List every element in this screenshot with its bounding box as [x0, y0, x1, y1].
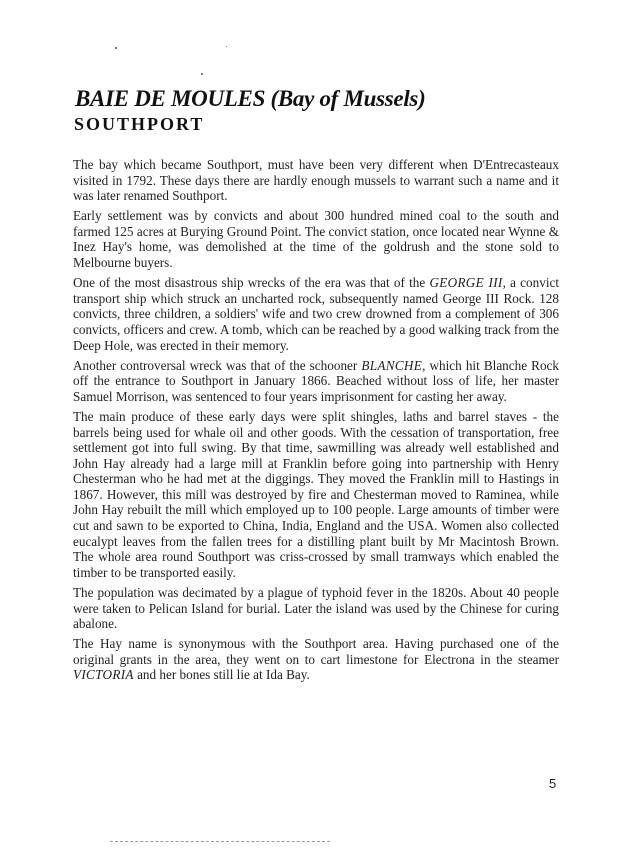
paragraph-text: , which hit Blanche Rock off the entrance to Southport in January 1866. Beached without loss of life, her master Samuel Morrison, was sentenced to four years imprisonment for casting her away.	[73, 357, 559, 404]
paragraph-text: and her bones still lie at Ida Bay.	[133, 667, 310, 683]
body-text	[73, 157, 559, 688]
paragraph-text: The main produce of these early days were split shingles, laths and barrel staves - the barrels being used for whale oil and other goods. With the cessation of transportation, free settlement got into full swing. By that time, sawmilling was already well established and John Hay already had a large mill at Franklin before going into partnership with Henry Chesterman who he had met at the diggings. They moved the Franklin mill to Hastings in 1867. However, this mill was destroyed by fire and Chesterman moved to Raminea, while John Hay rebuilt the mill which employed up to 100 people. Large amounts of timber were cut and sawn to be exported to China, India, England and the USA. Women also collected eucalypt leaves from the fallen trees for a distilling plant built by Mr Macintosh Brown. The whole area round Southport was criss-crossed by small tramways which enabled the timber to be transported easily.	[73, 408, 559, 580]
paragraph-text: The population was decimated by a plague of typhoid fever in the 1820s. About 40 people were taken to Pelican Island for burial. Later the island was used by the Chinese for curing abalone.	[73, 584, 559, 632]
paragraph-text: The Hay name is synonymous with the Southport area. Having purchased one of the original grants in the area, they went on to cart limestone for Electrona in the steamer	[73, 636, 559, 667]
page-title: BAIE DE MOULES (Bay of Mussels)	[75, 86, 426, 111]
paragraph-text: The bay which became Southport, must have been very different when D'Entrecasteaux visited in 1792. These days there are hardly enough mussels to warrant such a name and it was later renamed Southport.	[73, 157, 559, 204]
scan-speck	[115, 47, 117, 49]
paragraph	[73, 409, 559, 581]
ship-name: VICTORIA	[73, 667, 134, 683]
scan-edge-mark	[110, 841, 330, 842]
paragraph	[73, 585, 559, 632]
paragraph	[73, 275, 559, 353]
paragraph-text: , a convict transport ship which struck an uncharted rock, subsequently named George III Rock. 128 convicts, three children, a soldiers' wife and two crew drowned from a complement of 306 convicts, officers and crew. A tomb, which can be reached by a good walking track from the Deep Hole, was erected in their memory.	[73, 275, 559, 353]
paragraph	[73, 636, 559, 683]
ship-name: GEORGE III	[429, 275, 503, 291]
page-number: 5	[549, 776, 557, 791]
paragraph	[73, 358, 559, 405]
page-subtitle: SOUTHPORT	[74, 114, 205, 134]
paragraph-text: One of the most disastrous ship wrecks of the era was that of the	[73, 275, 430, 291]
scan-speck	[226, 46, 227, 47]
scan-speck	[201, 73, 203, 75]
paragraph-text: Early settlement was by convicts and about 300 hundred mined coal to the south and farmed 125 acres at Burying Ground Point. The convict station, once located near Wynne & Inez Hay's home, was demolished at the time of the goldrush and the stone sold to Melbourne buyers.	[73, 208, 559, 271]
paragraph	[73, 208, 559, 270]
paragraph	[73, 157, 559, 204]
paragraph-text: Another controversal wreck was that of the schooner	[73, 357, 362, 373]
ship-name: BLANCHE	[361, 357, 423, 373]
